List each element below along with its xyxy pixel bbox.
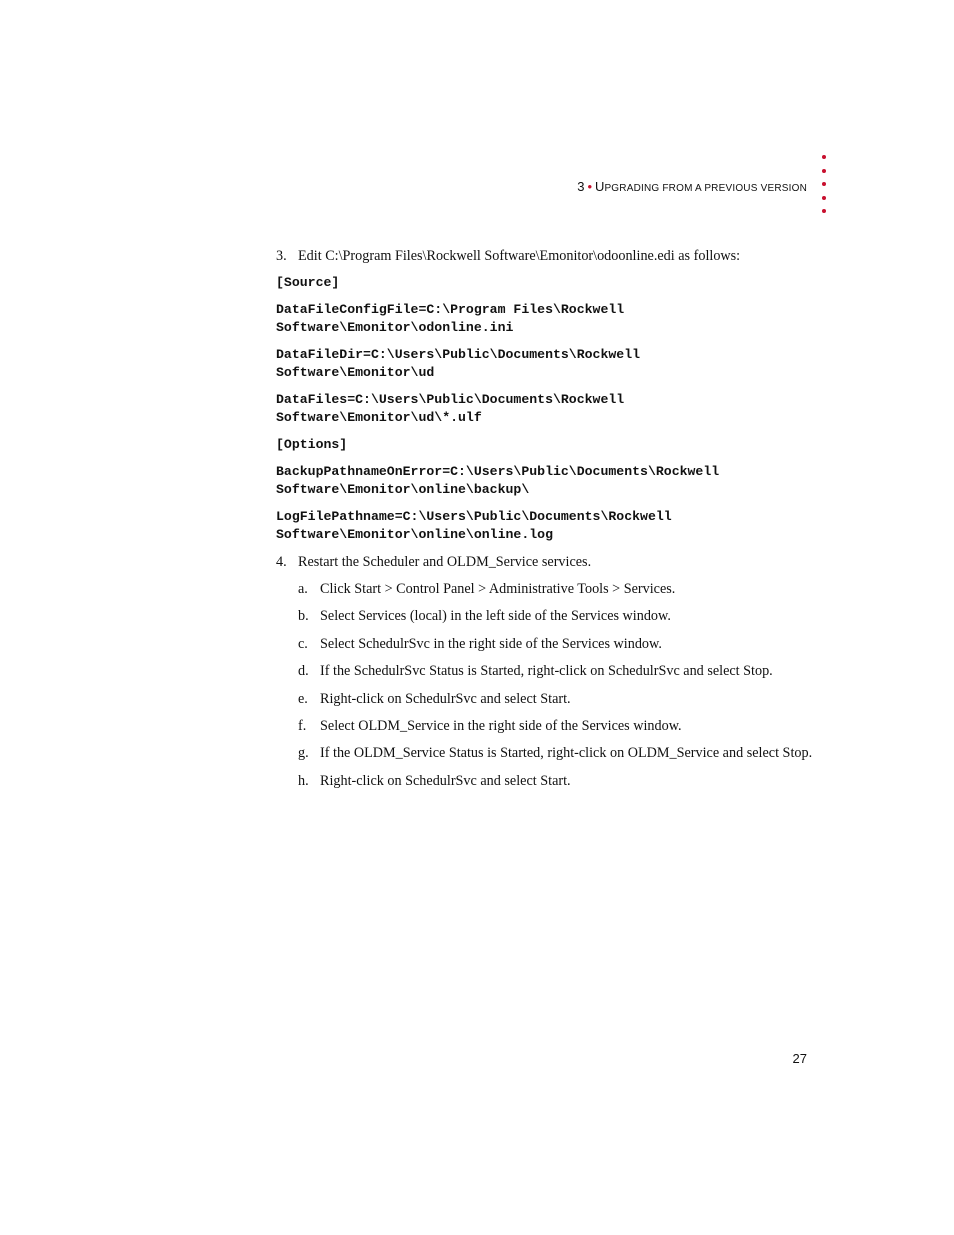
substep-letter: g.: [298, 745, 309, 762]
substep-letter: a.: [298, 581, 308, 597]
substep-text: Select SchedulrSvc in the right side of the Services window.: [320, 635, 662, 652]
substep-letter: e.: [298, 690, 308, 707]
dot-icon: [822, 155, 826, 159]
header-title-rest: PGRADING FROM A PREVIOUS VERSION: [604, 183, 807, 194]
code-line-backup-pathname: BackupPathnameOnError=C:\Users\Public\Documents\Rockwell Software\Emonitor\online\backup\: [276, 464, 720, 497]
header-title-initial: U: [595, 179, 605, 194]
page-number: 27: [792, 1051, 807, 1066]
step-number: 3.: [276, 248, 287, 264]
substep-text: Click Start > Control Panel > Administrative Tools > Services.: [320, 581, 676, 597]
running-header: [577, 179, 807, 194]
substep-h: [276, 772, 816, 790]
code-line-data-file-config: DataFileConfigFile=C:\Program Files\Rockwell Software\Emonitor\odonline.ini: [276, 302, 625, 335]
code-line-source-section: [Source]: [276, 275, 340, 290]
header-separator: •: [587, 179, 593, 194]
substep-text: If the SchedulrSvc Status is Started, right-click on SchedulrSvc and select Stop.: [320, 663, 773, 680]
substep-f: [276, 717, 816, 735]
substep-letter: c.: [298, 635, 308, 652]
code-line-options-section: [Options]: [276, 437, 348, 452]
substep-d: [276, 662, 816, 680]
substep-letter: f.: [298, 717, 307, 734]
substep-text: Select Services (local) in the left side of the Services window.: [320, 608, 671, 625]
substep-letter: d.: [298, 663, 309, 680]
dot-icon: [822, 169, 826, 173]
substep-c: [276, 635, 816, 653]
step-text: Edit C:\Program Files\Rockwell Software\Emonitor\odoonline.edi as follows:: [298, 248, 741, 264]
substep-g: [276, 744, 816, 762]
step-3: [276, 247, 816, 265]
substep-text: Right-click on SchedulrSvc and select Start.: [320, 772, 571, 789]
page-body: [276, 247, 816, 799]
dot-icon: [822, 182, 826, 186]
chapter-number: 3: [577, 179, 585, 194]
dot-icon: [822, 209, 826, 213]
substep-text: Select OLDM_Service in the right side of the Services window.: [320, 717, 682, 734]
margin-dots-decoration: [820, 155, 830, 223]
substep-text: Right-click on SchedulrSvc and select Start.: [320, 690, 571, 707]
code-line-log-file-pathname: LogFilePathname=C:\Users\Public\Documents\Rockwell Software\Emonitor\online\online.log: [276, 509, 672, 542]
step-text: Restart the Scheduler and OLDM_Service services.: [298, 554, 592, 570]
code-line-data-file-dir: DataFileDir=C:\Users\Public\Documents\Rockwell Software\Emonitor\ud: [276, 347, 641, 380]
substep-letter: b.: [298, 608, 309, 625]
substep-letter: h.: [298, 772, 309, 789]
substep-a: [276, 580, 816, 598]
code-line-data-files: DataFiles=C:\Users\Public\Documents\Rockwell Software\Emonitor\ud\*.ulf: [276, 392, 625, 425]
step-number: 4.: [276, 554, 287, 570]
substep-text: If the OLDM_Service Status is Started, right-click on OLDM_Service and select Stop.: [320, 745, 813, 762]
step-4: [276, 553, 816, 571]
dot-icon: [822, 196, 826, 200]
substep-b: [276, 607, 816, 625]
substep-e: [276, 690, 816, 708]
